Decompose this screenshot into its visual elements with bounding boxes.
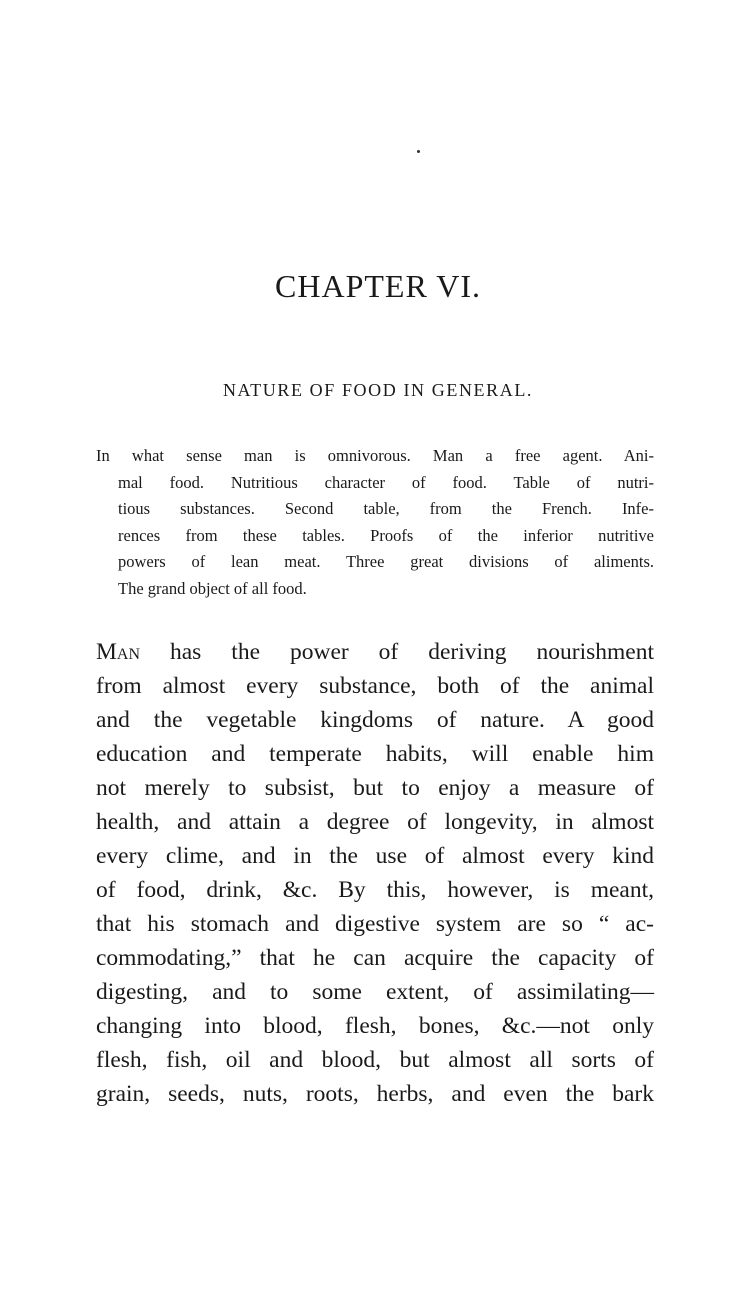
synopsis-line: powers of lean meat. Three great divisions of aliments. bbox=[118, 552, 654, 572]
body-paragraph bbox=[96, 635, 654, 1111]
body-line: not merely to subsist, but to enjoy a measure of bbox=[96, 775, 654, 801]
body-line: of food, drink, &c. By this, however, is meant, bbox=[96, 877, 654, 903]
body-line: health, and attain a degree of longevity, in almost bbox=[96, 809, 654, 835]
synopsis-line: mal food. Nutritious character of food. Table of nutri- bbox=[118, 472, 654, 492]
printing-speck bbox=[417, 150, 420, 153]
opening-word: Man bbox=[96, 639, 141, 665]
synopsis-line: rences from these tables. Proofs of the inferior nutritive bbox=[118, 525, 654, 545]
first-line-text: has the power of deriving nourishment bbox=[140, 639, 654, 665]
chapter-subtitle: NATURE OF FOOD IN GENERAL. bbox=[222, 380, 534, 400]
body-line: grain, seeds, nuts, roots, herbs, and even the bark bbox=[96, 1081, 654, 1107]
body-line: that his stomach and digestive system are so “ ac- bbox=[96, 911, 654, 937]
body-line: changing into blood, flesh, bones, &c.—not only bbox=[96, 1013, 654, 1039]
body-line bbox=[96, 635, 654, 669]
chapter-title: CHAPTER VI. bbox=[275, 268, 481, 304]
chapter-synopsis bbox=[96, 443, 654, 603]
body-line: flesh, fish, oil and blood, but almost all sorts of bbox=[96, 1047, 654, 1073]
body-line: and the vegetable kingdoms of nature. A good bbox=[96, 707, 654, 733]
body-line: from almost every substance, both of the animal bbox=[96, 673, 654, 699]
body-line: education and temperate habits, will enable him bbox=[96, 741, 654, 767]
body-line: commodating,” that he can acquire the capacity of bbox=[96, 945, 654, 971]
synopsis-line: The grand object of all food. bbox=[118, 578, 307, 598]
synopsis-line: tious substances. Second table, from the French. Infe- bbox=[118, 499, 654, 519]
synopsis-line: In what sense man is omnivorous. Man a free agent. Ani- bbox=[96, 446, 654, 465]
body-line: digesting, and to some extent, of assimilating— bbox=[96, 979, 654, 1005]
body-line: every clime, and in the use of almost every kind bbox=[96, 843, 654, 869]
